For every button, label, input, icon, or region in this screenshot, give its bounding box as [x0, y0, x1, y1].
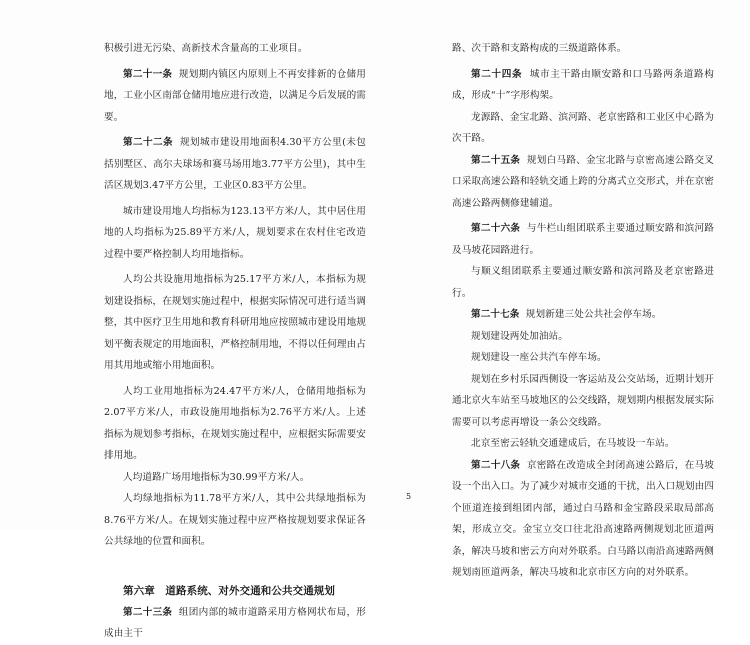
article-27-text: 规划新建三处公共社会停车场。 [525, 309, 662, 320]
article-24-label: 第二十四条 [471, 68, 523, 80]
paragraph-light-rail: 北京至密云轻轨交通建成后，在马坡设一车站。 [471, 438, 675, 449]
article-25 [452, 150, 714, 215]
article-27-label: 第二十七条 [471, 309, 520, 320]
article-26 [452, 218, 714, 261]
article-23 [104, 602, 366, 645]
paragraph-gas-stations: 规划建设两处加油站。 [471, 330, 568, 342]
article-24 [452, 64, 714, 107]
article-28-text: 京密路在改造成全封闭高速公路后，在马坡设一个出入口。为了减少对城市交通的干扰，出入口规划由四个匝道连接到组团内部，通过白马路和金宝路段采取局部高架，形成立交。金宝立交口往北沿高速路两侧规划北匝道两条，解决马坡和密云方向对外联系。白马路以南沿高速路两侧规划南匝道两条，解决马坡和北京市区方向的对外联系。 [452, 459, 714, 578]
article-26-text: 与牛栏山组团联系主要通过顺安路和滨河路及马坡花园路进行。 [452, 223, 714, 256]
paragraph-bus-parking: 规划建设一座公共汽车停车场。 [471, 352, 607, 363]
paragraph-p1-tail: 积极引进无污染、高新技术含量高的工业项目。 [104, 43, 308, 54]
paragraph-green: 人均绿地指标为11.78平方米/人，其中公共绿地指标为8.76平方米/人。在规划实施过程中应严格按规划要求保证各公共绿地的位置和面积。 [104, 493, 366, 547]
article-22-label: 第二十二条 [123, 137, 174, 148]
chapter-title: 第六章 道路系统、对外交通和公共交通规划 [123, 584, 335, 597]
article-24-text: 城市主干路由顺安路和口马路两条道路构成，形成“十”字形构架。 [452, 68, 714, 101]
paragraph-industrial: 人均工业用地指标为24.47平方米/人，仓储用地指标为2.07平方米/人，市政设施用地指标为2.76平方米/人。上述指标为规划参考指标，在规划实施过程中，应根据实际需要安排用地。 [104, 385, 366, 461]
paragraph-road-square: 人均道路广场用地指标为30.99平方米/人。 [123, 471, 310, 483]
paragraph-per-capita: 城市建设用地人均指标为123.13平方米/人，其中居住用地的人均指标为25.89平方米/人，规划要求在农村住宅改造过程中要严格控制人均用地指标。 [104, 205, 366, 260]
article-21 [104, 64, 366, 129]
article-25-label: 第二十五条 [471, 154, 521, 166]
page-number: 5 [406, 492, 412, 501]
article-23-text: 组团内部的城市道路采用方格网状布局，形成由主干 [104, 606, 366, 639]
article-25-text: 规划白马路、金宝北路与京密高速公路交叉口采取高速公路和轻轨交通上跨的分离式立交形式，并在京密高速公路两侧修建辅道。 [452, 154, 714, 209]
article-23-label: 第二十三条 [123, 606, 173, 618]
article-28 [452, 455, 714, 584]
paragraph-shunyi-link: 与顺义组团联系主要通过顺安路和滨河路及老京密路进行。 [452, 266, 714, 299]
article-26-label: 第二十六条 [471, 223, 521, 234]
article-21-label: 第二十一条 [123, 68, 173, 80]
paragraph-public-facilities: 人均公共设施用地指标为25.17平方米/人，本指标为规划建设指标，在规划实施过程中，根据实际情况可进行适当调整，其中医疗卫生用地和教育科研用地应按照城市建设用地规划平衡表规定的用地面积，严格控制用地，不得以任何理由占用其用地或缩小用地面积。 [104, 274, 366, 371]
paragraph-bus-plan: 规划在乡村乐园西侧设一客运站及公交站场，近期计划开通北京火车站至马坡地区的公交线路，规划期内根据发展实际需要可以考虑再增设一条公交线路。 [452, 373, 714, 428]
right-column [452, 38, 714, 584]
article-28-label: 第二十八条 [471, 459, 521, 471]
paragraph-continuation: 路、次干路和支路构成的三级道路体系。 [452, 43, 627, 54]
paragraph-secondary-roads: 龙源路、金宝北路、滨河路、老京密路和工业区中心路为次干路。 [452, 111, 714, 144]
article-27 [452, 304, 714, 326]
left-column [104, 38, 366, 645]
article-22-text: 规划城市建设用地面积4.30平方公里(未包括别墅区、高尔夫球场和赛马场用地3.77平方公里)，其中生活区规划3.47平方公里，工业区0.83平方公里。 [104, 137, 366, 191]
article-21-text: 规划期内镇区内原则上不再安排新的仓储用地，工业小区南部仓储用地应进行改造，以满足今后发展的需要。 [104, 68, 366, 123]
article-22 [104, 132, 366, 197]
